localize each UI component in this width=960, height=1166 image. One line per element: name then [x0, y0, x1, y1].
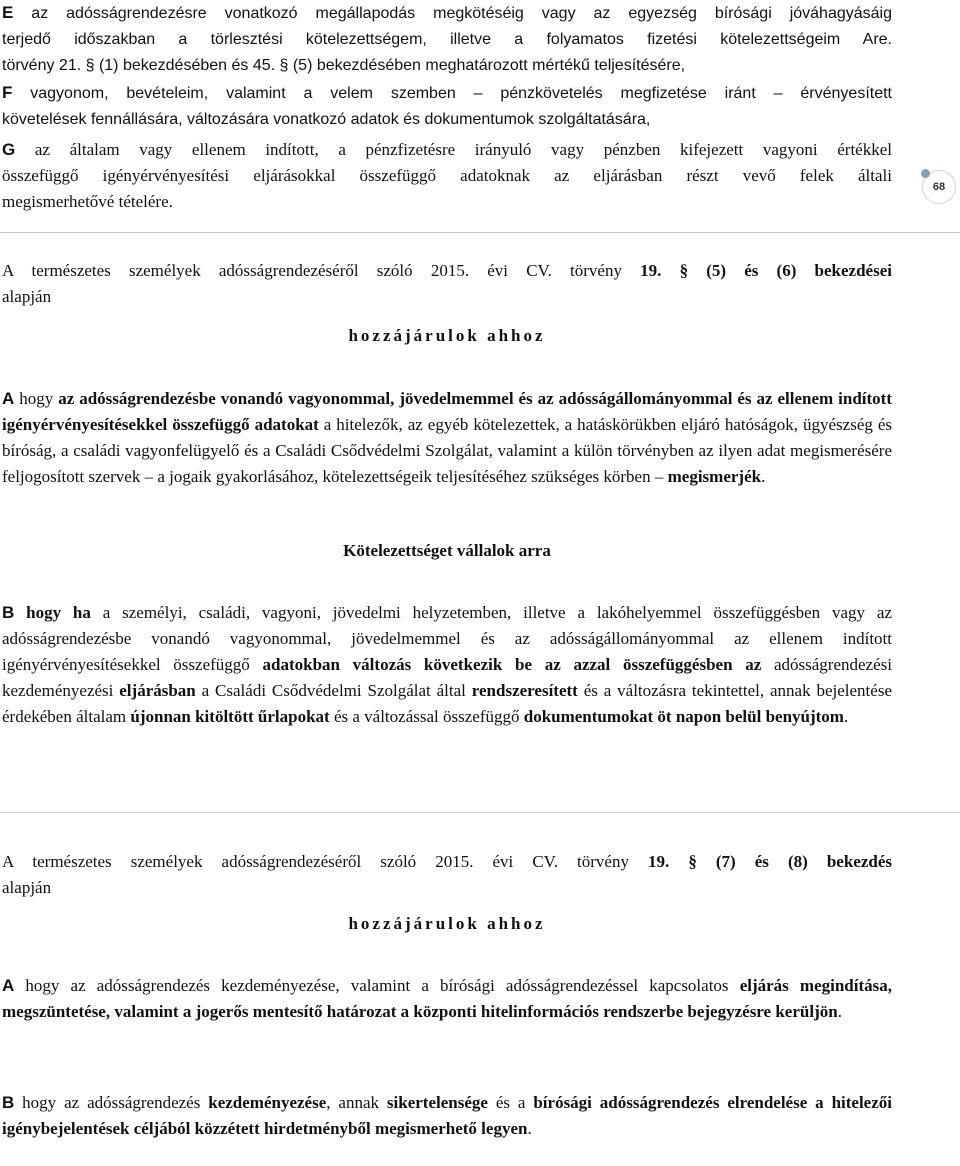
section-g — [2, 137, 892, 215]
section-b-1-text-6: . — [843, 707, 849, 726]
intro-1-reference: 19. § (5) és (6) bekezdései — [640, 261, 892, 280]
section-b-1-text-4: és a változásra tekintettel, annak bejelentése érdekében általam — [2, 681, 892, 726]
section-f-line-1 — [2, 80, 892, 107]
section-a-2-bold: eljárás megindítása, megszüntetése, valamint a jogerős mentesítő határozat a központi hitelinformációs rendszerbe bejegyzésre kerüljön — [2, 976, 892, 1021]
heading-kotelezettseg — [2, 538, 892, 564]
section-letter: G — [2, 140, 16, 159]
intro-2-line-2: alapján — [2, 878, 52, 897]
section-g-line-1 — [2, 137, 892, 163]
section-letter: A — [2, 976, 15, 995]
section-b-2 — [2, 1090, 892, 1142]
section-a-1-bold: az adósságrendezésbe vonandó vagyonommal, jövedelmemmel és az adósságállományommal és az ellenem indított igényérvényesítésekkel összefüggő adatokat — [2, 389, 893, 434]
section-letter: A — [2, 389, 15, 408]
section-b-1-bold-3: eljárásban — [119, 681, 196, 700]
section-b-1-bold: hogy ha — [14, 603, 91, 622]
heading-hozzajarulok-2: hozzájárulok ahhoz — [348, 914, 546, 933]
section-e — [2, 0, 892, 79]
heading-hozzajarulok-1: hozzájárulok ahhoz — [348, 326, 546, 345]
section-b-1-text-2: adósságrendezési kezdeményezési — [2, 655, 892, 700]
section-g-line-3: megismerhetővé tételére. — [2, 192, 173, 211]
section-a-1-text-2: a hitelezők, az egyéb kötelezettek, a hatáskörükben eljáró hatóságok, ügyészség és bíróság, a családi vagyonfelügyelő és a Családi Csődvédelmi Szolgálat, valamint a külön törvényben az ilyen adat megismerésére feljogosított szervek – a jogaik gyakorlásához, kötelezettségeik teljesítéséhez szükséges körben – — [2, 415, 892, 486]
section-f-text: vagyonom, bevételeim, valamint a velem szemben – pénzkövetelés megfizetése iránt – érvényesített — [12, 85, 892, 102]
section-f-line-2: követelések fennállására, változására vonatkozó adatok és dokumentumok szolgáltatására, — [2, 111, 651, 128]
section-b-2-text: hogy az adósságrendezés — [14, 1093, 209, 1112]
intro-1-line-2: alapján — [2, 287, 52, 306]
heading-kotelezettseg-text: Kötelezettséget vállalok arra — [343, 541, 551, 560]
intro-2-reference: 19. § (7) és (8) bekezdés — [648, 852, 892, 871]
section-a-2-text: hogy az adósságrendezés kezdeményezése, valamint a bírósági adósságrendezéssel kapcsolatos — [14, 976, 740, 995]
section-letter: E — [2, 3, 14, 22]
divider — [0, 232, 960, 233]
section-g-line-2: összefüggő igényérvényesítési eljárásokkal összefüggő adatoknak az eljárásban részt vevő felek általi — [2, 166, 892, 185]
section-a-1-bold-2: megismerjék — [667, 467, 762, 486]
intro-2 — [2, 849, 892, 901]
section-b-2-bold-3: bírósági adósságrendezés elrendelése a hitelezői igénybejelentések céljából közzétett hirdetményből megismerhető legyen — [2, 1093, 892, 1138]
section-b-1-text-5: és a változással összefüggő — [329, 707, 524, 726]
section-e-line-3: törvény 21. § (1) bekezdésében és 45. § (5) bekezdésében meghatározott mértékű teljesítésére, — [2, 57, 686, 74]
page-number: 68 — [932, 181, 946, 193]
section-e-line-2: terjedő időszakban a törlesztési kötelezettségem, illetve a folyamatos fizetési kötelezettségeim Are. — [2, 31, 892, 48]
section-letter: F — [2, 83, 13, 102]
section-b-2-bold-2: sikertelensége — [386, 1093, 488, 1112]
section-b-1-bold-4: rendszeresített — [471, 681, 578, 700]
section-b-2-bold: kezdeményezése — [208, 1093, 327, 1112]
page-number-badge — [922, 170, 956, 204]
intro-1-text: A természetes személyek adósságrendezéséről szóló 2015. évi CV. törvény — [2, 261, 641, 280]
section-a-1-text: hogy — [14, 389, 59, 408]
section-a-1 — [2, 386, 892, 490]
section-letter: B — [2, 1093, 15, 1112]
divider — [0, 812, 960, 813]
section-a-1-text-3: . — [761, 467, 766, 486]
section-b-2-text-4: . — [527, 1119, 532, 1138]
section-letter: B — [2, 603, 15, 622]
section-b-1-bold-2: adatokban változás következik be az azzal összefüggésben az — [262, 655, 762, 674]
intro-1-line-1 — [2, 258, 892, 284]
section-b-2-text-2: , annak — [326, 1093, 387, 1112]
section-e-text: az adósságrendezésre vonatkozó megállapodás megkötéséig vagy az egyezség bírósági jóváhagyásáig — [13, 5, 892, 22]
badge-dot-icon — [921, 169, 930, 178]
section-b-1 — [2, 600, 892, 730]
section-f — [2, 80, 892, 133]
section-b-1-bold-5: újonnan kitöltött űrlapokat — [130, 707, 330, 726]
section-a-2-text-2: . — [837, 1002, 842, 1021]
intro-1 — [2, 258, 892, 310]
intro-2-text: A természetes személyek adósságrendezéséről szóló 2015. évi CV. törvény — [2, 852, 649, 871]
section-e-line-1 — [2, 0, 892, 27]
section-b-1-bold-6: dokumentumokat öt napon belül benyújtom — [523, 707, 844, 726]
section-b-2-text-3: és a — [487, 1093, 534, 1112]
intro-2-line-1 — [2, 849, 892, 875]
section-b-1-text: a személyi, családi, vagyoni, jövedelmi helyzetemben, illetve a lakóhelyemmel összefüggésben vagy az adósságrendezésbe vonandó vagyonommal, jövedelmemmel és az adósságállományommal az ellenem indított igényérvényesítésekkel összefüggő — [2, 603, 892, 674]
section-a-2 — [2, 973, 892, 1025]
section-b-1-text-3: a Családi Csődvédelmi Szolgálat által — [195, 681, 472, 700]
section-g-text: az általam vagy ellenem indított, a pénzfizetésre irányuló vagy pénzben kifejezett vagyoni értékkel — [15, 140, 892, 159]
